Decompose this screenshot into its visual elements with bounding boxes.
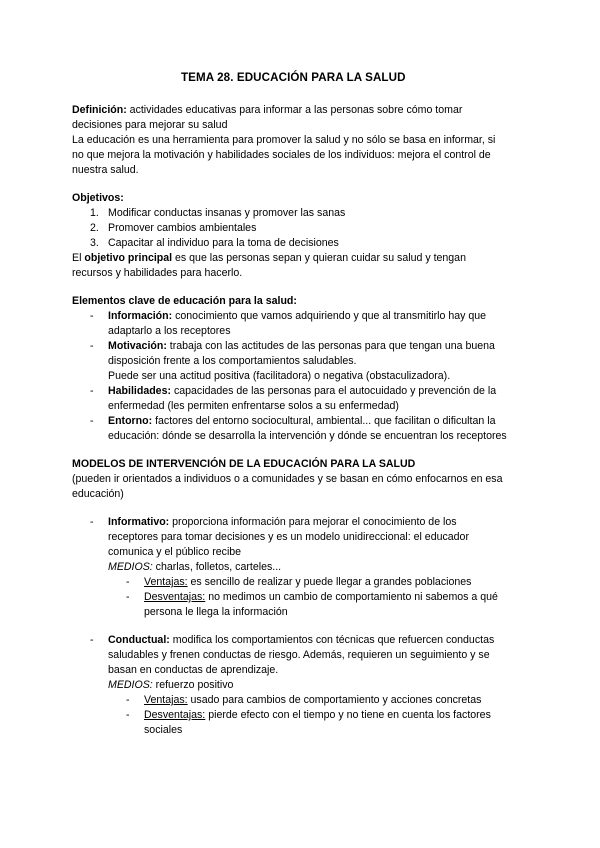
- modelo-conductual-medios: MEDIOS: refuerzo positivo: [108, 679, 234, 691]
- objetivo-principal-line-1: El objetivo principal es que las personas sepan y quieran cuidar su salud y tengan: [72, 252, 466, 264]
- modelos-intro-line-2: educación): [72, 488, 124, 500]
- elemento-motivacion-line-2: disposición frente a los comportamientos saludables.: [108, 355, 357, 367]
- definicion-label: Definición:: [72, 104, 127, 116]
- modelo-informativo-desventajas-line-2: persona le llega la información: [144, 606, 288, 618]
- modelo-conductual: Conductual: modifica los comportamientos con técnicas que refuercen conductas: [108, 634, 495, 646]
- objetivo-number: 2.: [90, 222, 99, 234]
- bullet-dash: -: [126, 709, 130, 721]
- objetivo-item: Modificar conductas insanas y promover las sanas: [108, 207, 346, 219]
- modelos-heading: MODELOS DE INTERVENCIÓN DE LA EDUCACIÓN PARA LA SALUD: [72, 458, 416, 470]
- bullet-dash: -: [126, 576, 130, 588]
- elemento-motivacion: Motivación: trabaja con las actitudes de las personas para que tengan una buena: [108, 340, 495, 352]
- modelo-informativo: Informativo: proporciona información para mejorar el conocimiento de los: [108, 516, 457, 528]
- definicion-line-3: La educación es una herramienta para promover la salud y no sólo se basa en informar, si: [72, 134, 496, 146]
- bullet-dash: -: [90, 516, 94, 528]
- elemento-informacion-line-2: adaptarlo a los receptores: [108, 325, 231, 337]
- modelo-conductual-ventajas: Ventajas: usado para cambios de comportamiento y acciones concretas: [144, 694, 482, 706]
- elemento-entorno: Entorno: factores del entorno sociocultural, ambiental... que facilitan o dificultan la: [108, 415, 496, 427]
- modelo-conductual-desventajas-line-2: sociales: [144, 724, 183, 736]
- bullet-dash: -: [90, 310, 94, 322]
- modelo-informativo-desventajas: Desventajas: no medimos un cambio de comportamiento ni sabemos a qué: [144, 591, 498, 603]
- modelo-conductual-line-3: basan en conductas de aprendizaje.: [108, 664, 279, 676]
- definicion-line-5: nuestra salud.: [72, 164, 139, 176]
- elemento-informacion: Información: conocimiento que vamos adquiriendo y que al transmitirlo hay que: [108, 310, 487, 322]
- elemento-habilidades-line-2: enfermedad (les permiten enfrentarse solos a su enfermedad): [108, 400, 399, 412]
- bullet-dash: -: [90, 385, 94, 397]
- objetivo-item: Capacitar al individuo para la toma de decisiones: [108, 237, 339, 249]
- objetivos-heading: Objetivos:: [72, 192, 124, 204]
- modelo-informativo-medios: MEDIOS: charlas, folletos, carteles...: [108, 561, 282, 573]
- bullet-dash: -: [126, 694, 130, 706]
- definicion-line-1: Definición: actividades educativas para informar a las personas sobre cómo tomar: [72, 104, 463, 116]
- elementos-heading: Elementos clave de educación para la salud:: [72, 295, 297, 307]
- modelo-informativo-ventajas: Ventajas: es sencillo de realizar y puede llegar a grandes poblaciones: [144, 576, 472, 588]
- bullet-dash: -: [90, 340, 94, 352]
- modelo-informativo-line-2: receptores para tomar decisiones y es un modelo unidireccional: el educador: [108, 531, 469, 543]
- bullet-dash: -: [90, 415, 94, 427]
- objetivo-number: 3.: [90, 237, 99, 249]
- definicion-line-4: no que mejora la motivación y habilidades sociales de los individuos: mejora el control de: [72, 149, 491, 161]
- modelo-conductual-line-2: saludables y frenen conductas de riesgo. Además, requieren un seguimiento y se: [108, 649, 490, 661]
- objetivo-item: Promover cambios ambientales: [108, 222, 257, 234]
- bullet-dash: -: [90, 634, 94, 646]
- modelo-informativo-line-3: comunica y el público recibe: [108, 546, 242, 558]
- bullet-dash: -: [126, 591, 130, 603]
- modelos-intro-line-1: (pueden ir orientados a individuos o a comunidades y se basan en cómo enfocarnos en esa: [72, 473, 503, 485]
- elemento-habilidades: Habilidades: capacidades de las personas para el autocuidado y prevención de la: [108, 385, 497, 397]
- elemento-motivacion-line-3: Puede ser una actitud positiva (facilitadora) o negativa (obstaculizadora).: [108, 370, 451, 382]
- modelo-conductual-desventajas: Desventajas: pierde efecto con el tiempo y no tiene en cuenta los factores: [144, 709, 491, 721]
- page-title: TEMA 28. EDUCACIÓN PARA LA SALUD: [181, 71, 406, 84]
- elemento-entorno-line-2: educación: dónde se desarrolla la intervención y dónde se encuentran los receptores: [108, 430, 507, 442]
- objetivo-principal-line-2: recursos y habilidades para hacerlo.: [72, 267, 243, 279]
- definicion-line-2: decisiones para mejorar su salud: [72, 119, 228, 131]
- objetivo-number: 1.: [90, 207, 99, 219]
